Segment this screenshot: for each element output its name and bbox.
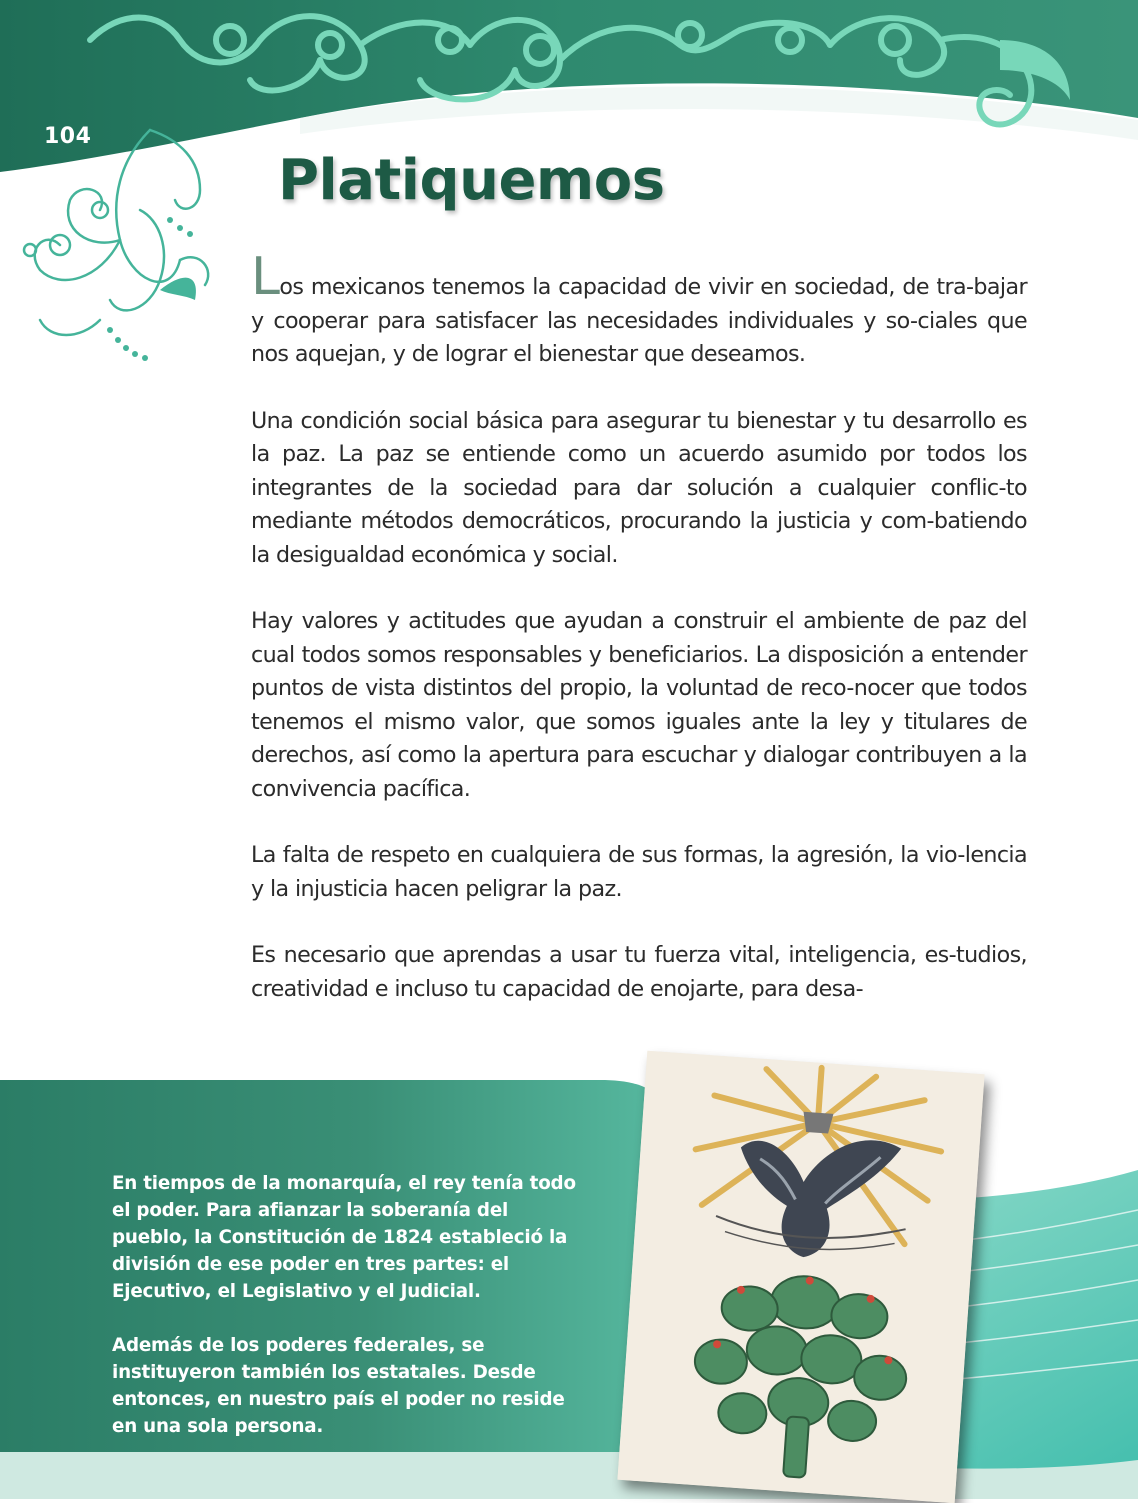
drop-cap: L bbox=[251, 247, 280, 307]
sidebar-paragraph-2: Además de los poderes federales, se instituyeron también los estatales. Desde entonces, en nuestro país el poder no reside en una sola persona. bbox=[112, 1335, 565, 1437]
article-body bbox=[251, 247, 1027, 1039]
page-number: 104 bbox=[44, 124, 92, 149]
paragraph-2: Una condición social básica para asegurar tu bienestar y tu desarrollo es la paz. La paz se entiende como un acuerdo asumido por todos los integrantes de la sociedad para dar solución a cualquier conflic-to mediante métodos democráticos, procurando la justicia y com-batiendo la desigualdad económica y social. bbox=[251, 407, 1027, 568]
page-title: Platiquemos bbox=[278, 148, 665, 213]
sidebar-paragraph-1: En tiempos de la monarquía, el rey tenía todo el poder. Para afianzar la soberanía del pueblo, la Constitución de 1824 estableció la división de ese poder en tres partes: el Ejecutivo, el Legislativo y el Judicial. bbox=[112, 1173, 576, 1302]
paragraph-3: Hay valores y actitudes que ayudan a construir el ambiente de paz del cual todos somos responsables y beneficiarios. La disposición a entender puntos de vista distintos del propio, la voluntad de reco-nocer que todos tenemos el mismo valor, que somos iguales ante la ley y titulares de derechos, así como la apertura para escuchar y dialogar contribuyen a la convivencia pacífica. bbox=[251, 608, 1027, 802]
sidebar-note bbox=[112, 1170, 582, 1467]
paragraph-1-text: os mexicanos tenemos la capacidad de vivir en sociedad, de tra-bajar y cooperar para satisfacer las necesidades individuales y so-ciales que nos aquejan, y de lograr el bienestar que deseamos. bbox=[251, 274, 1027, 367]
paragraph-1 bbox=[251, 247, 1027, 372]
floral-flourish-decoration bbox=[0, 100, 260, 370]
paragraph-5: Es necesario que aprendas a usar tu fuerza vital, inteligencia, es-tudios, creatividad e incluso tu capacidad de enojarte, para desa- bbox=[251, 942, 1027, 1002]
eagle-cactus-painting-image bbox=[617, 1051, 984, 1503]
paragraph-4: La falta de respeto en cualquiera de sus formas, la agresión, la vio-lencia y la injusticia hacen peligrar la paz. bbox=[251, 842, 1027, 902]
